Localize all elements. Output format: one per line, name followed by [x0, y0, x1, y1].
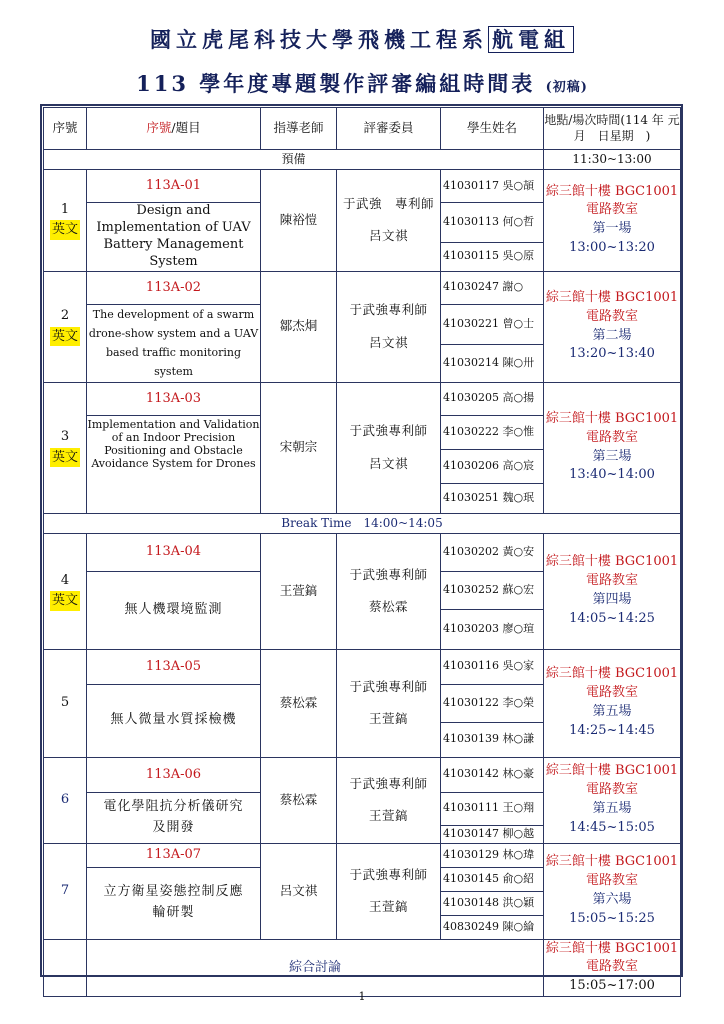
- break-row: [44, 513, 681, 533]
- header-advisor: 指導老師: [261, 108, 337, 150]
- project-code: 113A-01: [87, 170, 261, 203]
- discussion-venue: 綜三館十樓 BGC1001 電路教室 15:05~17:00: [544, 939, 681, 997]
- student: 41030202 黃○安: [441, 533, 544, 571]
- project-number: 5: [44, 649, 87, 757]
- project-code: 113A-07: [87, 843, 261, 867]
- advisor: 蔡松霖: [261, 757, 337, 843]
- student: 41030122 李○榮: [441, 684, 544, 722]
- project-title: Design and Implementation of UAV Battery Management System: [87, 203, 261, 272]
- prep-row: [44, 150, 681, 170]
- table-row: [44, 271, 681, 304]
- project-code: 113A-06: [87, 757, 261, 792]
- project-number: 6: [44, 757, 87, 843]
- page-number: 1: [358, 990, 366, 1003]
- reviewers: 于武強專利師 呂文祺: [337, 271, 441, 382]
- student: 41030222 李○惟: [441, 415, 544, 449]
- venue: 綜三館十樓 BGC1001 電路教室 第三場 13:40~14:00: [544, 382, 681, 513]
- project-number: 2 英文: [44, 271, 87, 382]
- page-subtitle: 113 學年度專題製作評審編組時間表 (初稿): [136, 71, 588, 96]
- table-row: [44, 382, 681, 415]
- header-seq: 序號: [44, 108, 87, 150]
- project-number: 4 英文: [44, 533, 87, 649]
- venue: 綜三館十樓 BGC1001 電路教室 第二場 13:20~13:40: [544, 271, 681, 382]
- project-code: 113A-04: [87, 533, 261, 571]
- reviewers: 于武強專利師 呂文祺: [337, 382, 441, 513]
- student: 41030113 何○哲: [441, 203, 544, 243]
- project-title: Implementation and Validation of an Indoor Precision Positioning and Obstacle Avoidance System for Drones: [87, 415, 261, 513]
- student: 41030203 廖○瑄: [441, 609, 544, 649]
- english-tag: 英文: [50, 448, 80, 468]
- student: 40830249 陳○綸: [441, 915, 544, 939]
- venue: 綜三館十樓 BGC1001 電路教室 第五場 14:45~15:05: [544, 757, 681, 843]
- project-code: 113A-02: [87, 271, 261, 304]
- project-title: The development of a swarm drone-show system and a UAV based traffic monitoring system: [87, 304, 261, 382]
- english-tag: 英文: [50, 591, 80, 611]
- student: 41030139 林○謙: [441, 722, 544, 757]
- project-title: 電化學阻抗分析儀研究及開發: [87, 792, 261, 843]
- discussion-row: [44, 939, 681, 997]
- header-venue: 地點/場次時間(114 年 元月 日星期 ): [544, 108, 681, 150]
- project-code: 113A-05: [87, 649, 261, 684]
- header-seq-title: 序號/題目: [87, 108, 261, 150]
- english-tag: 英文: [50, 220, 80, 240]
- english-tag: 英文: [50, 327, 80, 347]
- project-number: 1 英文: [44, 170, 87, 272]
- student: 41030145 俞○紹: [441, 867, 544, 891]
- advisor: 鄒杰烔: [261, 271, 337, 382]
- table-row: [44, 170, 681, 203]
- student: 41030116 吳○家: [441, 649, 544, 684]
- group-name-box: 航電組: [488, 26, 574, 53]
- student: 41030111 王○翔: [441, 792, 544, 825]
- table-row: [44, 757, 681, 792]
- project-title: 無人機環境監測: [87, 571, 261, 649]
- venue: 綜三館十樓 BGC1001 電路教室 第六場 15:05~15:25: [544, 843, 681, 939]
- student: 41030221 曾○士: [441, 304, 544, 345]
- project-title: 立方衛星姿態控制反應輪研製: [87, 867, 261, 939]
- table-row: [44, 649, 681, 684]
- header-row: [44, 108, 681, 150]
- student: 41030252 蘇○宏: [441, 571, 544, 609]
- project-number: 3 英文: [44, 382, 87, 513]
- student: 41030142 林○豪: [441, 757, 544, 792]
- student: 41030251 魏○珉: [441, 483, 544, 513]
- advisor: 呂文祺: [261, 843, 337, 939]
- table-row: [44, 533, 681, 571]
- prep-label: 預備: [44, 150, 544, 170]
- student: 41030129 林○瑋: [441, 843, 544, 867]
- student: 41030147 柳○越: [441, 825, 544, 843]
- project-title: 無人微量水質採檢機: [87, 684, 261, 757]
- break-time: Break Time 14:00~14:05: [44, 513, 681, 533]
- prep-time: 11:30~13:00: [544, 150, 681, 170]
- student: 41030206 高○宸: [441, 449, 544, 483]
- advisor: 王萱鎬: [261, 533, 337, 649]
- student: 41030148 洪○穎: [441, 891, 544, 915]
- page-title: 國立虎尾科技大學飛機工程系 航電組: [0, 24, 724, 54]
- advisor: 陳裕愷: [261, 170, 337, 272]
- reviewers: 于武強專利師 王萱鎬: [337, 757, 441, 843]
- draft-note: (初稿): [545, 80, 588, 95]
- project-number: 7: [44, 843, 87, 939]
- header-students: 學生姓名: [441, 108, 544, 150]
- reviewers: 于武強專利師 王萱鎬: [337, 843, 441, 939]
- student: 41030247 謝○: [441, 271, 544, 304]
- reviewers: 于武強專利師 王萱鎬: [337, 649, 441, 757]
- student: 41030115 吳○原: [441, 243, 544, 271]
- header-reviewers: 評審委員: [337, 108, 441, 150]
- venue: 綜三館十樓 BGC1001 電路教室 第四場 14:05~14:25: [544, 533, 681, 649]
- student: 41030205 高○揚: [441, 382, 544, 415]
- discussion-seq-empty: [44, 939, 87, 997]
- venue: 綜三館十樓 BGC1001 電路教室 第一場 13:00~13:20: [544, 170, 681, 272]
- table-row: [44, 843, 681, 867]
- venue: 綜三館十樓 BGC1001 電路教室 第五場 14:25~14:45: [544, 649, 681, 757]
- discussion-label: 綜合討論: [87, 939, 544, 997]
- student: 41030117 吳○頡: [441, 170, 544, 203]
- student: 41030214 陳○卅: [441, 345, 544, 382]
- advisor: 蔡松霖: [261, 649, 337, 757]
- reviewers: 于武強 專利師 呂文祺: [337, 170, 441, 272]
- schedule-table: [43, 107, 681, 997]
- advisor: 宋朝宗: [261, 382, 337, 513]
- reviewers: 于武強專利師 蔡松霖: [337, 533, 441, 649]
- project-code: 113A-03: [87, 382, 261, 415]
